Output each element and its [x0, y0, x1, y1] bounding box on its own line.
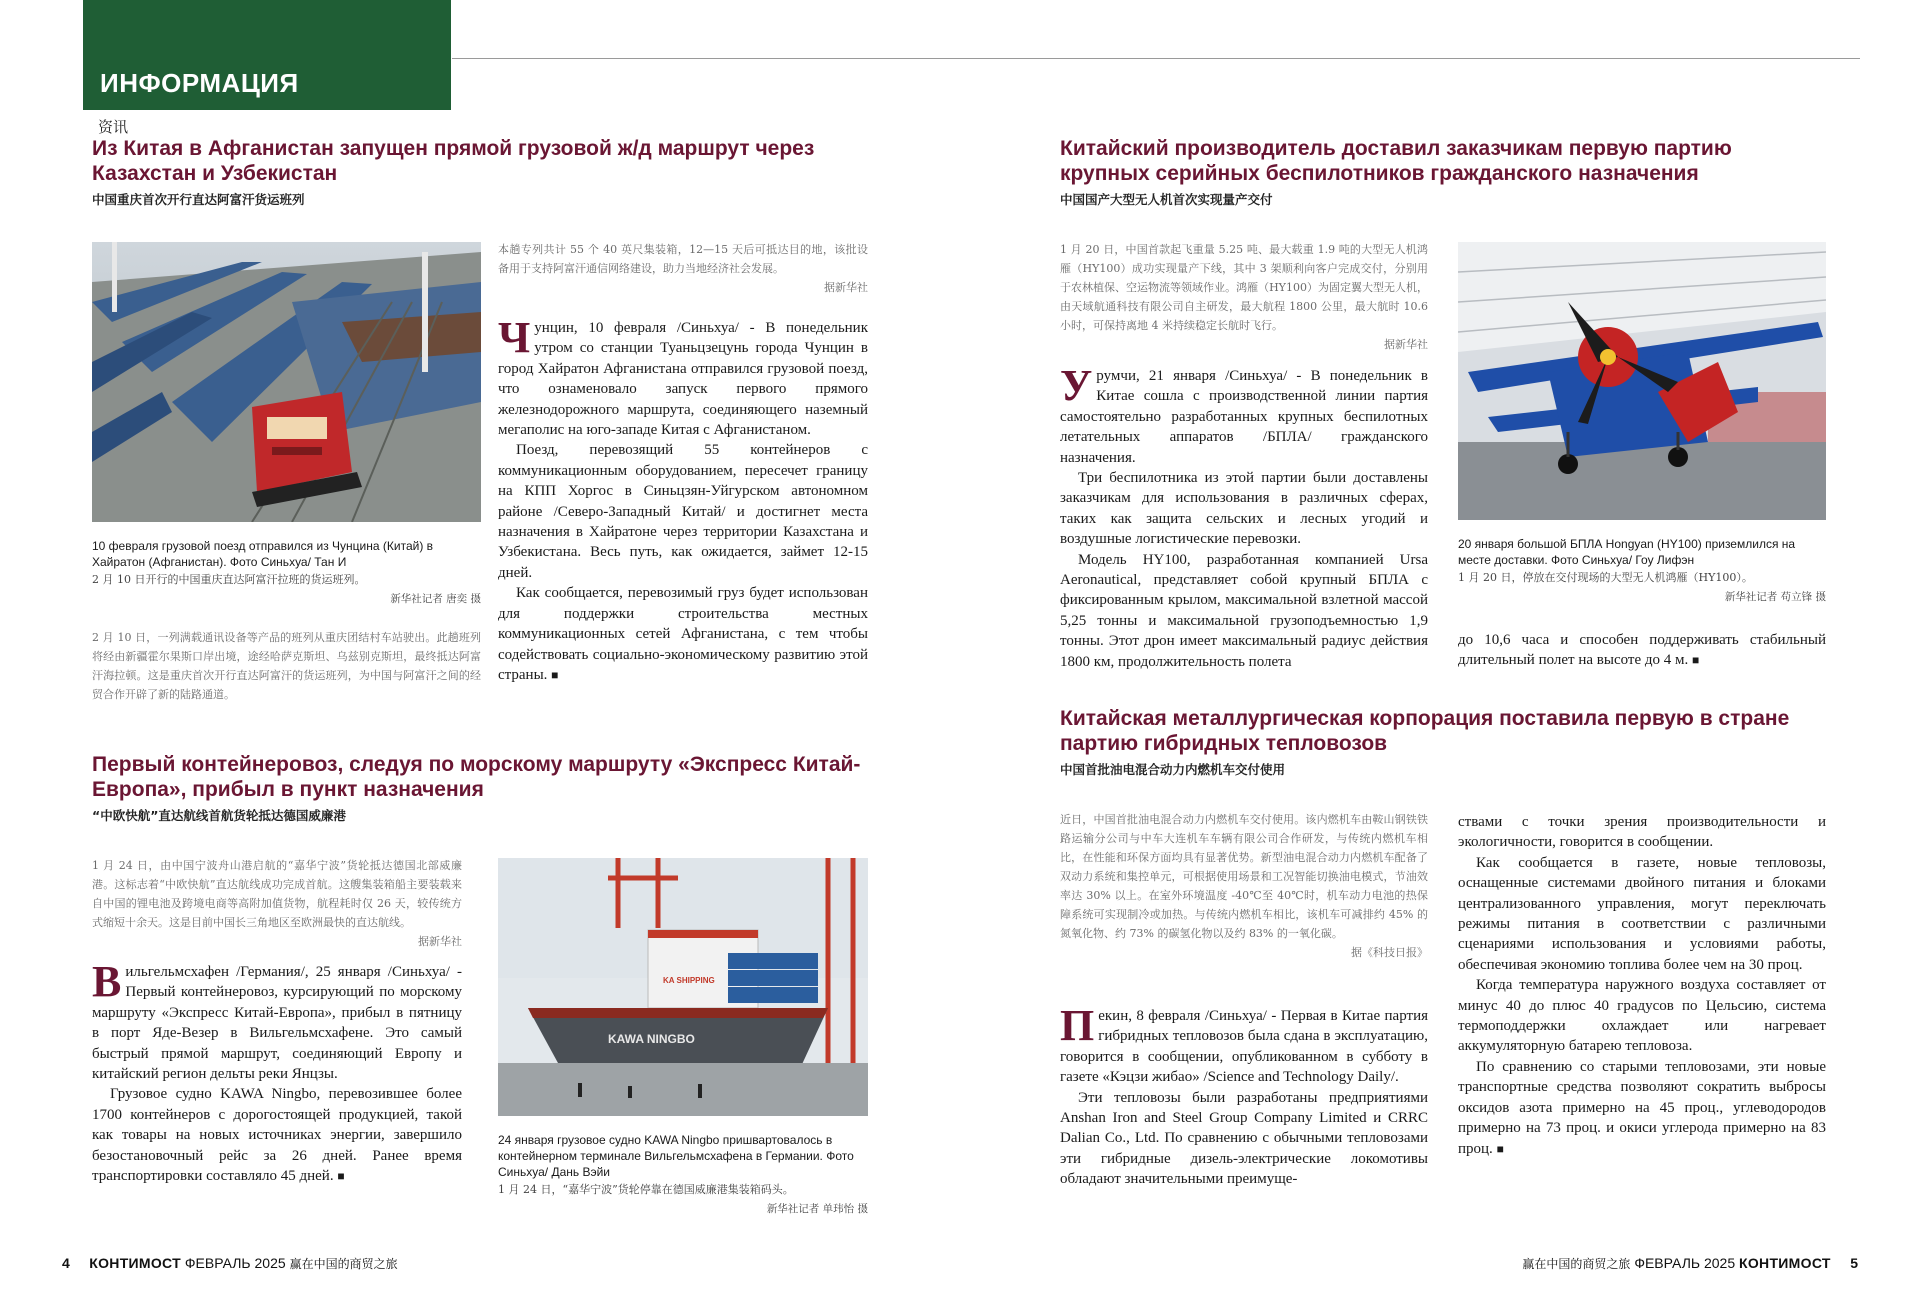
section-title-zh: 资讯: [98, 118, 129, 136]
article4-paragraph-2-continued: ствами с точки зрения производительности и экологичности, говорится в сообщении.: [1458, 814, 1826, 851]
article1-zh-top: [498, 240, 868, 297]
end-mark: ■: [551, 667, 559, 682]
article1-caption-zh: 2 月 10 日开行的中国重庆直达阿富汗拉班的货运班列。: [92, 573, 366, 586]
article1-paragraph-2: Поезд, перевозящий 55 контейнеров с коммуникационным оборудованием, пересечет границу на КПП Хоргос в Синьцзян-Уйгурском автономном районе /Северо-Западный Китай/ и достигнет места назначения в Хайратоне через территории Казахстана и Узбекистана. Весь путь, как ожидается, займет 12-15 дней.: [498, 442, 868, 581]
right-page: [960, 0, 1920, 1303]
article3-caption-zh: 1 月 20 日，停放在交付现场的大型无人机鸿雁（HY100）。: [1458, 571, 1753, 584]
article3-title: Китайский производитель доставил заказчикам первую партию крупных серийных беспилотников гражданского назначения: [1060, 137, 1732, 185]
article4-body-col1: [1060, 1001, 1428, 1190]
article2-subtitle-zh: “中欧快航”直达航线首航货轮抵达德国威廉港: [92, 808, 346, 823]
article3-subtitle-zh: 中国国产大型无人机首次实现量产交付: [1060, 192, 1273, 207]
article1-paragraph-3: [498, 583, 868, 685]
end-mark: ■: [337, 1169, 345, 1184]
article1-caption: [92, 538, 481, 606]
article1-zh-top-text: 本趟专列共计 55 个 40 英尺集装箱，12—15 天后可抵达目的地，该批设备用于支持阿富汗通信网络建设，助力当地经济社会发展。: [498, 243, 868, 275]
article4-paragraph-2: Эти тепловозы были разработаны предприятиями Anshan Iron and Steel Group Company Limited и CRRC Dalian Co., Ltd. По сравнению с обычными тепловозами эти гибридные дизель-электрические локомотивы обладают значительными преимуще-: [1060, 1089, 1428, 1188]
article3-paragraph-3: Модель HY100, разработанная компанией Ursa Aeronautical, представляет собой крупный БПЛА с фиксированным крылом, максимальной взлетной массой 5,25 тонны и максимальной грузоподъемностью 1,9 тонны. Этот дрон имеет максимальный радиус действия 1800 км, продолжительность полета: [1060, 551, 1428, 670]
article4-paragraph-5: [1458, 1057, 1826, 1159]
article3-caption: [1458, 536, 1826, 604]
article3-body-continued: [1458, 630, 1826, 671]
article1-subtitle-zh: 中国重庆首次开行直达阿富汗货运班列: [92, 192, 305, 207]
page-number-right: 5: [1850, 1255, 1858, 1271]
article1-paragraph-1-text: унцин, 10 февраля /Синьхуа/ - В понедельник утром со станции Туаньцзецунь города Чунцин в город Хайратон Афганистана отправился грузовой поезд, что ознаменовало запуск первого прямого железнодорожного маршрута, соединяющего наземный мегаполис на юго-западе Китая с Афганистаном.: [498, 320, 868, 439]
article4-paragraph-3: Как сообщается в газете, новые тепловозы, оснащенные системами двойного питания и блоками централизованного управления, могут переключать режимы питания в соответствии с различными сценариями использования и условиями работы, обеспечивая экономию топлива более чем на 30 проц.: [1458, 854, 1826, 973]
article1-zh-top-credit: 据新华社: [824, 281, 868, 294]
article1-photo-freight-train: [92, 242, 481, 522]
article2-paragraph-2-text: Грузовое судно KAWA Ningbo, перевозившее более 1700 контейнеров с дорогостоящей продукцией, такой как товары на новых источниках энергии, завершило безостановочный рейс за 26 дней. Ранее время транспортировки составляло 45 дней.: [92, 1086, 462, 1185]
article4-zh-top-credit: 据《科技日报》: [1351, 946, 1428, 959]
end-mark: ■: [1692, 653, 1700, 668]
article1-paragraph-3-text: Как сообщается, перевозимый груз будет использован для поддержки строительства местных коммуникационных сетей Афганистана, с тем чтобы содействовать социально-экономическому развитию этой страны.: [498, 585, 868, 683]
article3-zh-top: [1060, 240, 1428, 354]
magazine-name: КОНТИМОСТ: [1739, 1255, 1831, 1271]
article3-paragraph-3-continued: [1458, 630, 1826, 671]
footer-left: [62, 1255, 398, 1272]
article3-paragraph-1-text: румчи, 21 января /Синьхуа/ - В понедельник в Китае сошла с производственной линии партия самостоятельно разработанных крупных беспилотных летательных аппаратов /БПЛА/ гражданского назначения.: [1060, 368, 1428, 466]
footer-right: [1522, 1255, 1858, 1272]
article2-paragraph-2: [92, 1084, 462, 1186]
article4-paragraph-5-text: По сравнению со старыми тепловозами, эти новые транспортные средства позволяют сократить выбросы оксидов азота примерно на 45 проц., углеводородов примерно на 73 проц. и окиси углерода примерно на 83 проц.: [1458, 1058, 1826, 1157]
article2-paragraph-1: [92, 957, 462, 1084]
article2-caption: [498, 1132, 868, 1216]
issue-year: 2025: [1703, 1255, 1736, 1271]
article1-caption-credit: 新华社记者 唐奕 摄: [390, 593, 481, 605]
article4-body-col2: [1458, 812, 1826, 1159]
article2-zh-top: [92, 856, 462, 951]
article4-paragraph-1-text: екин, 8 февраля /Синьхуа/ - Первая в Китае партия гибридных тепловозов была сдана в эксплуатацию, говорится в сообщении, опубликованном в субботу в газете «Кэцзи жибао» /Science and Technology Daily/.: [1060, 1008, 1428, 1086]
magazine-slogan-zh: 赢在中国的商贸之旅: [1522, 1257, 1631, 1271]
section-title: ИНФОРМАЦИЯ: [100, 68, 299, 98]
article2-zh-top-credit: 据新华社: [418, 935, 462, 948]
article3-body: [1060, 361, 1428, 672]
article3-paragraph-1: [1060, 361, 1428, 468]
article1-title: Из Китая в Афганистан запущен прямой грузовой ж/д маршрут через Казахстан и Узбекистан: [92, 137, 815, 185]
article2-caption-zh: 1 月 24 日，“嘉华宁波”货轮停靠在德国威廉港集装箱码头。: [498, 1183, 794, 1196]
article1-body: [498, 313, 868, 685]
magazine-slogan-zh: 赢在中国的商贸之旅: [289, 1257, 398, 1271]
ship-hull-name: KAWA NINGBO: [608, 1032, 695, 1046]
end-mark: ■: [1496, 1141, 1504, 1156]
article3-caption-ru: 20 января большой БПЛА Hongyan (HY100) приземлился на месте доставки. Фото Синьхуа/ Гоу Лифэн: [1458, 537, 1796, 567]
article2-caption-ru: 24 января грузовое судно KAWA Ningbo пришвартовалось в контейнерном терминале Вильгельмсхафена в Германии. Фото Синьхуа/ Дань Вэйи: [498, 1133, 854, 1179]
article4-paragraph-1: [1060, 1001, 1428, 1088]
article1-zh-bottom: 2 月 10 日，一列满载通讯设备等产品的班列从重庆团结村车站驶出。此趟班列将经由新疆霍尔果斯口岸出境，途经哈萨克斯坦、乌兹别克斯坦，最终抵达阿富汗海拉顿。这是重庆首次开行直达阿富汗的货运班列，为中国与阿富汗之间的经贸合作开辟了新的陆路通道。: [92, 631, 481, 701]
article4-paragraph-4: Когда температура наружного воздуха составляет от минус 40 до плюс 40 градусов по Цельсию, система термоподдержки охлаждает или нагревает аккумуляторную батарею тепловоза.: [1458, 977, 1826, 1055]
article2-title: Первый контейнеровоз, следуя по морскому маршруту «Экспресс Китай-Европа», прибыл в пункт назначения: [92, 753, 861, 801]
article3-paragraph-2: Три беспилотника из этой партии были доставлены заказчикам для использования в различных сферах, таких как защита сельских и лесных угодий и воздушные логистические перевозки.: [1060, 470, 1428, 548]
article4-zh-top: [1060, 810, 1428, 962]
page-number-left: 4: [62, 1255, 70, 1271]
article4-zh-top-text: 近日，中国首批油电混合动力内燃机车交付使用。该内燃机车由鞍山钢铁铁路运输分公司与中车大连机车车辆有限公司合作研发，与传统内燃机车相比，在性能和环保方面均具有显著优势。新型油电混合动力内燃机车配备了双动力系统和集控单元，可根据使用场景和工况智能切换油电模式，节油效率达 30% 以上。在室外环境温度 -40℃至 40℃时，机车动力电池的热保障系统可实现制冷或加热。与传统内燃机车相比，该机车可减排约 45% 的氮氧化物、约 73% 的碳氢化物以及约 83% 的一氧化碳。: [1060, 813, 1428, 940]
article3-caption-credit: 新华社记者 苟立锋 摄: [1724, 591, 1826, 603]
article2-caption-credit: 新华社记者 单玮怡 摄: [766, 1203, 868, 1215]
article2-zh-top-text: 1 月 24 日，由中国宁波舟山港启航的“嘉华宁波”货轮抵达德国北部威廉港。这标志着“中欧快航”直达航线成功完成首航。这艘集装箱船主要装载来自中国的锂电池及跨境电商等高附加值货物，航程耗时仅 26 天，较传统方式缩短十余天。这是目前中国长三角地区至欧洲最快的直达航线。: [92, 859, 462, 929]
article1-drop-cap: Ч: [498, 313, 531, 362]
article3-zh-top-credit: 据新华社: [1384, 338, 1428, 351]
article3-drop-cap: У: [1060, 361, 1093, 410]
article4-subtitle-zh: 中国首批油电混合动力内燃机车交付使用: [1060, 762, 1286, 777]
article2-photo-container-ship: [498, 858, 868, 1116]
article2-paragraph-1-text: ильгельмсхафен /Германия/, 25 января /Синьхуа/ - Первый контейнеровоз, курсирующий по морскому маршруту «Экспресс Китай-Европа», прибыл в пятницу в порт Яде-Везер в Вильгельмсхафене. Это самый быстрый прямой маршрут, соединяющий Европу и китайский регион дельты реки Янцзы.: [92, 964, 462, 1083]
article3-photo-hy100-drone: [1458, 242, 1826, 520]
article2-body: [92, 957, 462, 1186]
article1-caption-ru: 10 февраля грузовой поезд отправился из Чунцина (Китай) в Хайратон (Афганистан). Фото Синьхуа/ Тан И: [92, 539, 434, 569]
article4-drop-cap: П: [1060, 1001, 1095, 1050]
issue-year: 2025: [254, 1255, 286, 1271]
article2-drop-cap: В: [92, 957, 122, 1006]
ship-brand: KA SHIPPING: [663, 976, 715, 985]
article3-paragraph-3-continued-text: до 10,6 часа и способен поддерживать стабильный длительный полет на высоте до 4 м.: [1458, 632, 1826, 669]
issue-month: ФЕВРАЛЬ: [184, 1255, 251, 1271]
magazine-name: КОНТИМОСТ: [89, 1255, 181, 1271]
issue-month: ФЕВРАЛЬ: [1634, 1255, 1701, 1271]
article3-zh-top-text: 1 月 20 日，中国首款起飞重量 5.25 吨、最大载重 1.9 吨的大型无人机鸿雁（HY100）成功实现量产下线，其中 3 架顺利向客户完成交付，分别用于农林植保、空运物流等领域作业。鸿雁（HY100）为固定翼大型无人机，由天域航通科技有限公司自主研发，最大航程 1800 公里，最大航时 10.6 小时，可保持离地 4 米持续稳定长航时飞行。: [1060, 243, 1428, 332]
article4-title: Китайская металлургическая корпорация поставила первую в стране партию гибридных тепловозов: [1060, 707, 1790, 755]
article1-paragraph-1: [498, 313, 868, 440]
